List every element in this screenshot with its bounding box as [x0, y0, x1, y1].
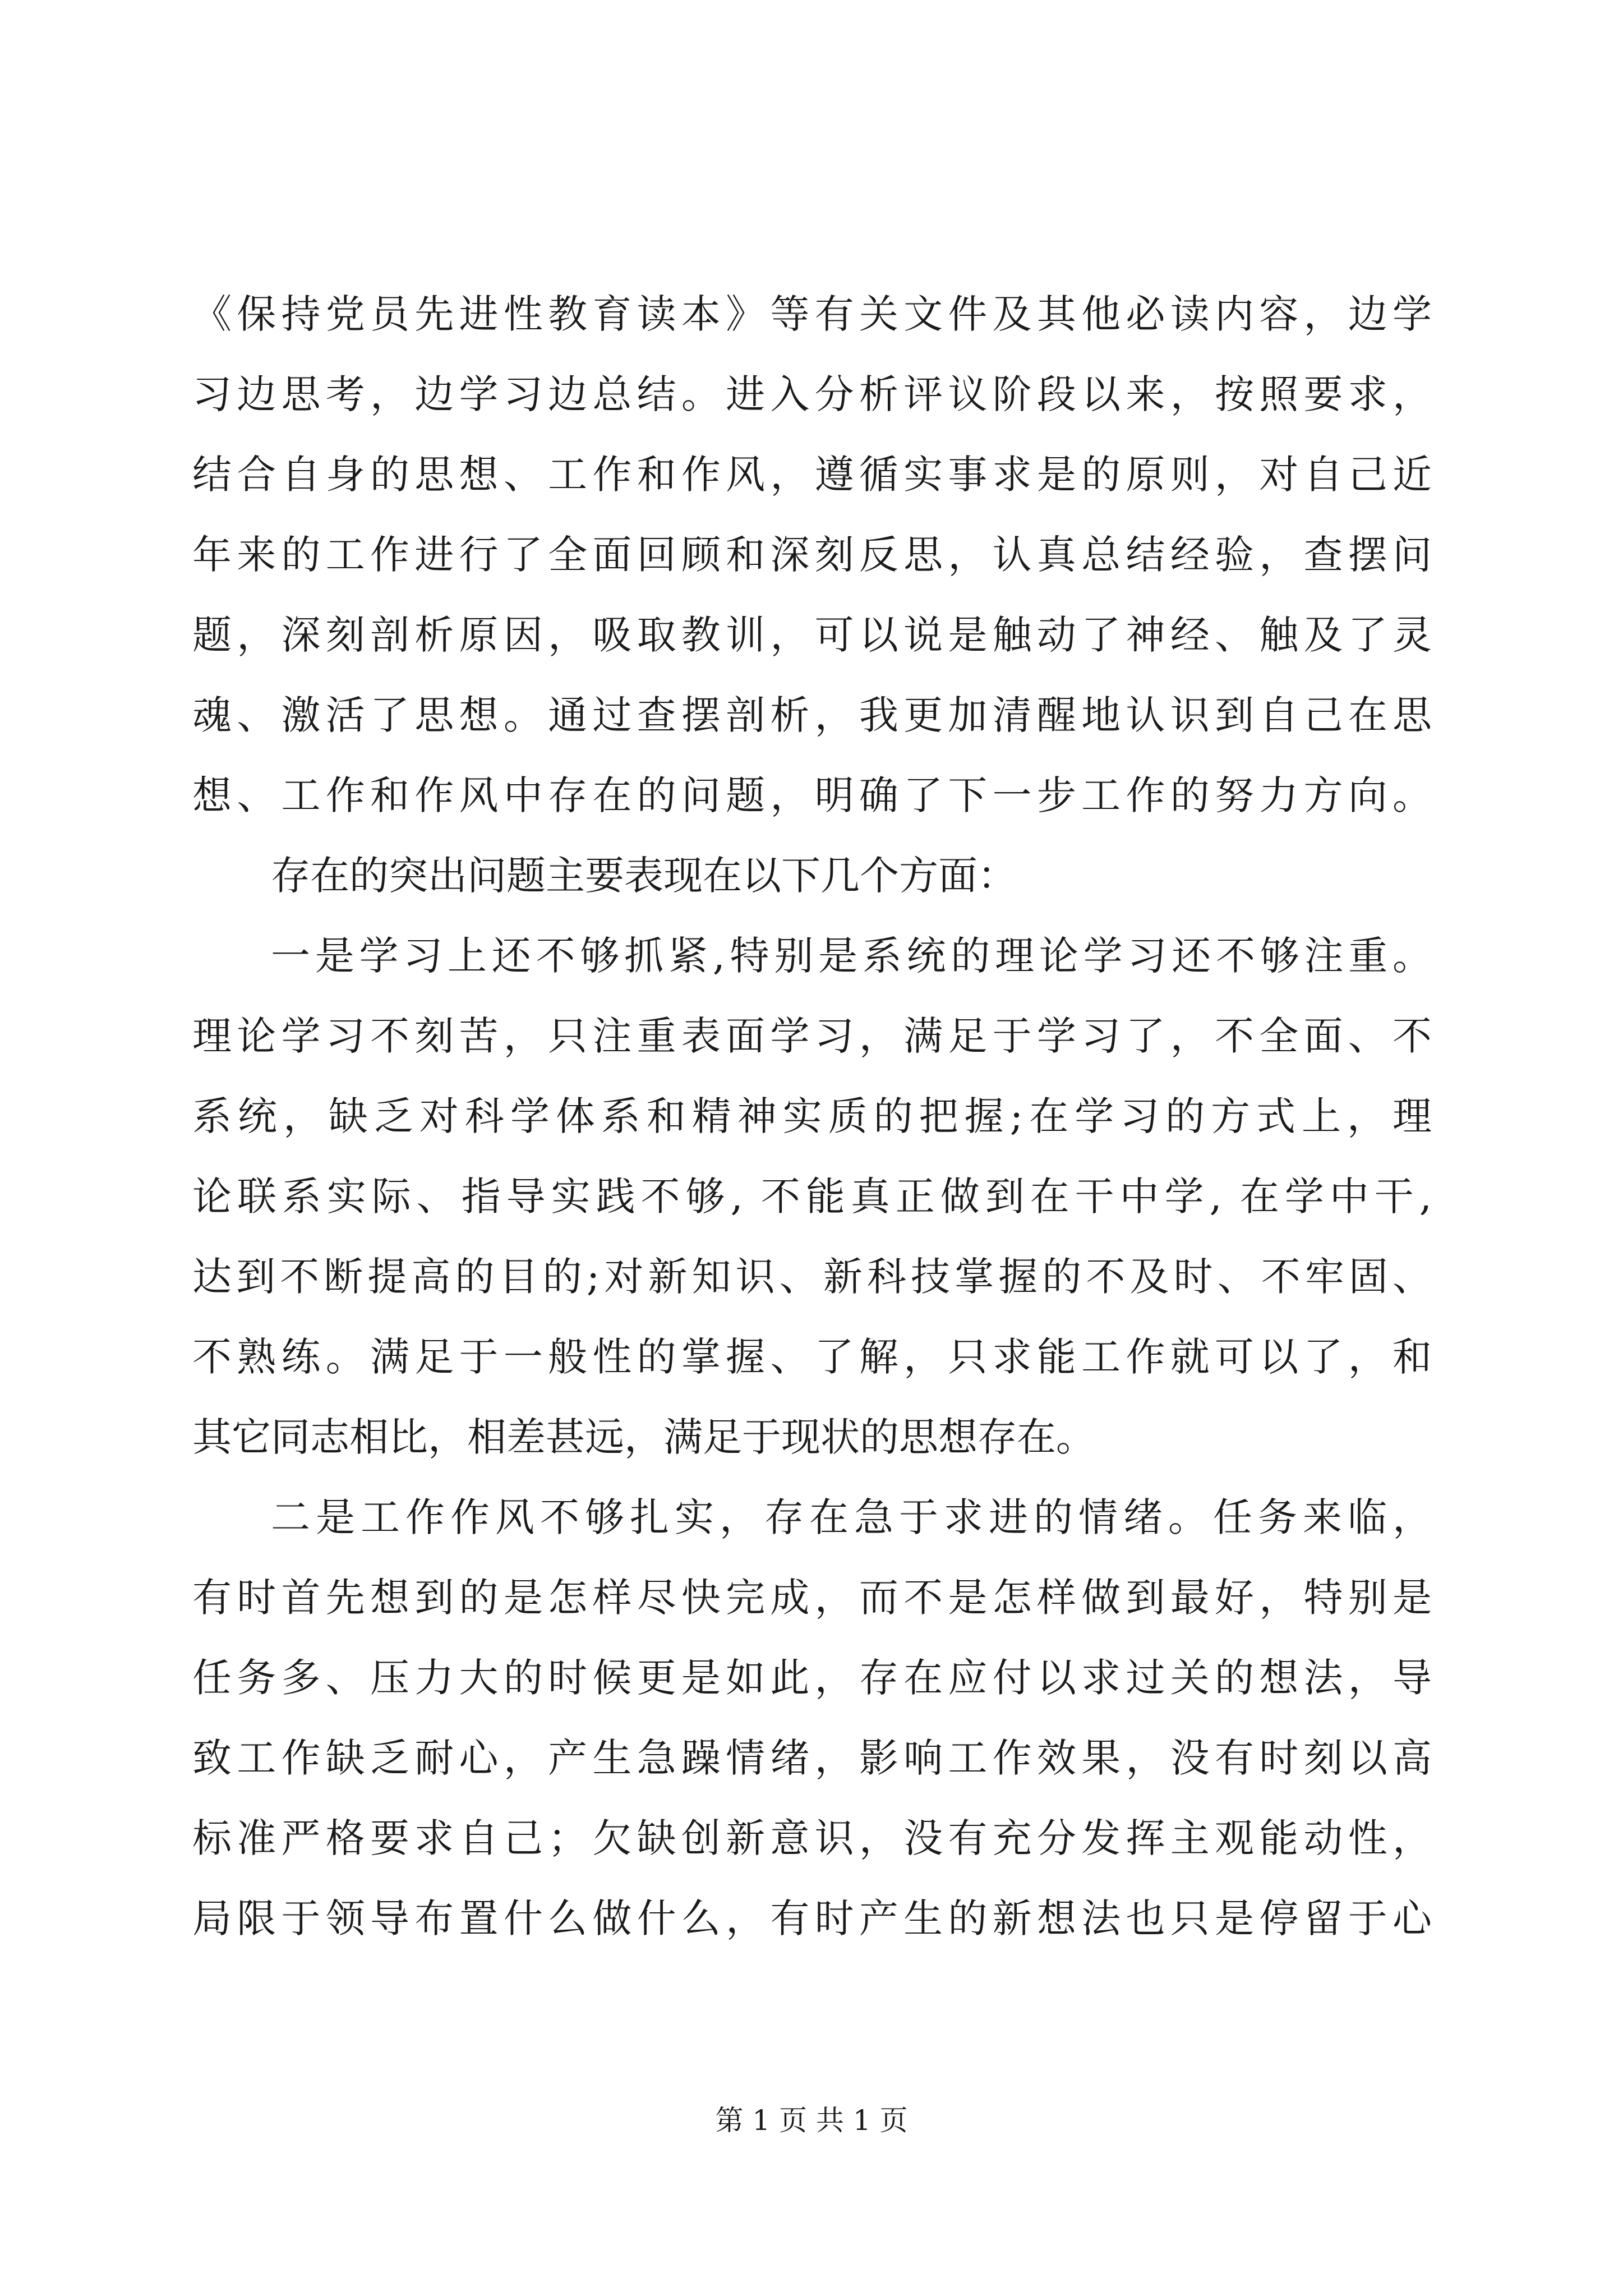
text-line: 魂、激活了思想。通过查摆剖析，我更加清醒地认识到自己在思	[192, 692, 1432, 738]
text-line: 存在的突出问题主要表现在以下几个方面：	[271, 853, 1017, 899]
text-line: 局限于领导布置什么做什么，有时产生的新想法也只是停留于心	[192, 1895, 1432, 1941]
text-line: 一是学习上还不够抓紧,特别是系统的理论学习还不够注重。	[271, 933, 1432, 979]
text-line: 有时首先想到的是怎样尽快完成，而不是怎样做到最好，特别是	[192, 1575, 1432, 1621]
text-line: 任务多、压力大的时候更是如此，存在应付以求过关的想法，导	[192, 1655, 1432, 1701]
text-line: 结合自身的思想、工作和作风，遵循实事求是的原则，对自己近	[192, 452, 1432, 498]
text-line: 其它同志相比，相差甚远，满足于现状的思想存在。	[192, 1414, 1095, 1460]
text-line: 理论学习不刻苦，只注重表面学习，满足于学习了，不全面、不	[192, 1013, 1432, 1059]
text-line: 《保持党员先进性教育读本》等有关文件及其他必读内容，边学	[192, 291, 1432, 337]
page-number-footer: 第 1 页 共 1 页	[715, 2104, 908, 2137]
text-line: 想、工作和作风中存在的问题，明确了下一步工作的努力方向。	[192, 772, 1432, 818]
text-line: 论联系实际、指导实践不够, 不能真正做到在干中学, 在学中干,	[192, 1174, 1432, 1220]
text-line: 二是工作作风不够扎实，存在急于求进的情绪。任务来临，	[271, 1494, 1432, 1540]
text-line: 系统，缺乏对科学体系和精神实质的把握;在学习的方式上，理	[192, 1093, 1432, 1139]
text-line: 年来的工作进行了全面回顾和深刻反思，认真总结经验，查摆问	[192, 532, 1432, 578]
text-line: 致工作缺乏耐心，产生急躁情绪，影响工作效果，没有时刻以高	[192, 1735, 1432, 1781]
text-line: 标准严格要求自己；欠缺创新意识，没有充分发挥主观能动性，	[192, 1815, 1432, 1861]
text-line: 达到不断提高的目的;对新知识、新科技掌握的不及时、不牢固、	[192, 1254, 1432, 1300]
text-line: 习边思考，边学习边总结。进入分析评议阶段以来，按照要求，	[192, 371, 1432, 417]
text-line: 不熟练。满足于一般性的掌握、了解，只求能工作就可以了，和	[192, 1334, 1432, 1380]
text-line: 题，深刻剖析原因，吸取教训，可以说是触动了神经、触及了灵	[192, 612, 1432, 658]
